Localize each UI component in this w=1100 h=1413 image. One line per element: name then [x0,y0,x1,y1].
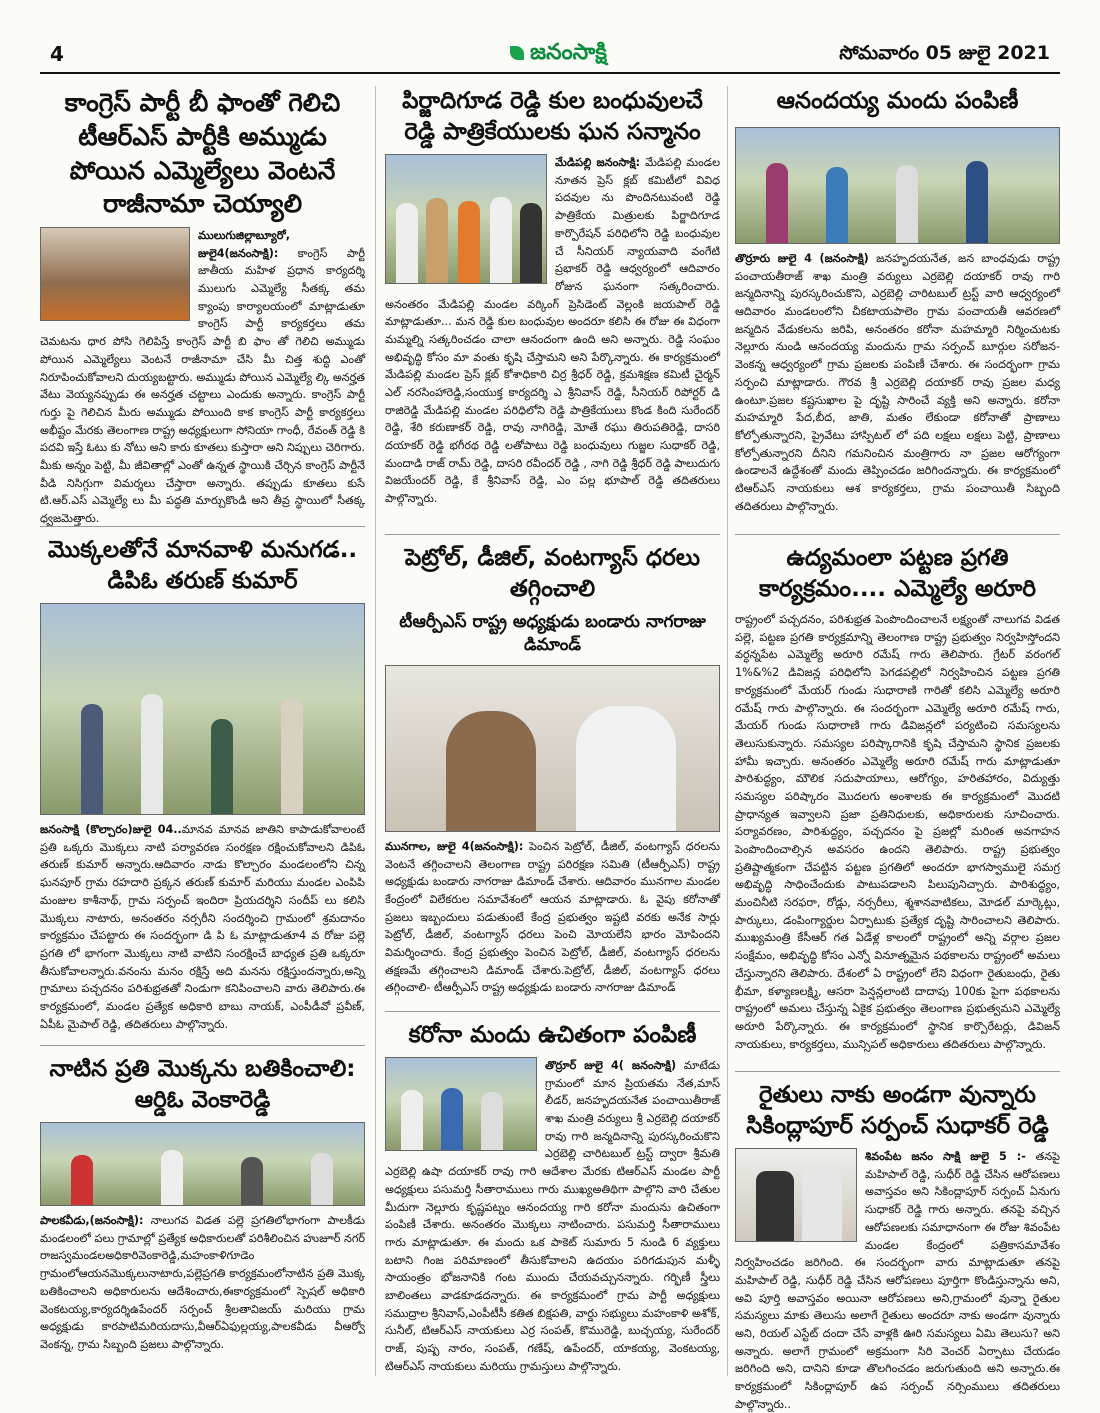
divider [735,534,1060,535]
divider [735,1071,1060,1072]
article-congress-mlas [40,86,365,525]
column-right [735,86,1061,1411]
article-body: తొర్రూర్ జులై 4( జనంసాక్షి) మాటేడు గ్రామంలో మాన ప్రియతమ నేత,మాస్ లీడర్, జనహృదయనేత పంచాయితీరాజ్ శాఖ మంత్రి వర్యులు శ్రీ ఎర్రబెల్లి దయాకర్ రావు గారి జన్మదినాన్ని పురస్కరించుకొని ఎర్రబెల్లి చారిటబుల్ ట్రస్ట్ ద్వారా శ్రీమతి ఎర్రబెల్లి ఉషా దయాకర్ రావు గారి ఆదేశాల మేరకు టిఆర్ఎస్ మండల పార్టీ అధ్యక్షులు పసుమర్తి సీతారాములు గారు ముఖ్యఅతిథిగా పాల్గొని వారి చేతుల మీదుగా నెల్లూరు కృష్ణపట్నం ఆనందయ్య గారి కరోనా మందును ఉచితంగా పంపిణీ చేశారు. అనంతరం మొక్కలు నాటించారు. పసుమర్తి సీతారాములు గారు మాట్లాడుతూ. ఈ మందు ఒక పాకెట్ సుమారు 5 నుండి 6 వ్యక్తులు బటాని గింజ పరిమాణంలో తీసుకోవాలని ఉదయం పరిగడుపున మళ్ళీ సాయంత్రం భోజనానికి గంట ముందు చేయవచ్చునన్నారు. గర్భిణీ స్త్రీలు బాలింతలు వాడకూడదన్నారు. ఈ కార్యక్రమంలో గ్రామ పార్టీ అధ్యక్షులు సముద్రాల శ్రీనివాస్,ఎంపీటీసీ కతిత బిక్షపతి, వార్డు సభ్యులు మహంకాళి అశోక్, సునీల్, టిఆర్ఎస్ నాయకులు ఎర్ర సంపత్, కొమురెడ్డి, బుచ్చయ్య, సురేందర్ రాజ్, పుష్ప నారం, సంపత్, గణేష్, ఉపేందర్, యాకయ్య, వెంకటయ్య, టిఆర్ఎస్ నాయకులు మరియు గ్రామస్తులు పాల్గొన్నారు. [385,1059,720,1373]
article-anandayya [735,86,1060,526]
article-plants-dpo [40,535,365,1037]
paper-name: జనంసాక్షి [530,40,607,65]
column-middle [385,86,720,1376]
headline: ఉద్యమంలా పట్టణ ప్రగతి కార్యక్రమం.... ఎమ్మెల్యే అరూరి [758,545,1037,603]
article-pattana-pragathi [735,543,1060,1063]
leaf-icon [510,46,524,60]
headline: ఆనందయ్య మందు పంపిణీ [776,88,1019,114]
column-left [40,86,365,1376]
article-sarpanch-sudhakar [735,1080,1061,1411]
article-body: జనంసాక్షి (కొల్చారం)జులై 04..మానవ మానవ జాతిని కాపాడుకోవాలంటే ప్రతి ఒక్కరు మొక్కలు నాటి పర్యావరణ సంరక్షణ రక్షించుకోవాలని డిపిఓ తరుణ్ కుమార్ అన్నారు.ఆదివారం నాడు కొల్చారం మండలంలోని చిన్న ఘనపూర్ గ్రామ రహదారి ప్రక్కన తరుణ్ కుమార్ మరియు మండల ఎంపిపి మంజుల కాశీనాథ్, గ్రామ సర్పంచ్ ఇందిరా ప్రియదర్శిని సందీప్ లు కలిసి మొక్కలు నాటారు, అనంతరం నర్సరీని సందర్శించి గ్రామంలో శ్రమదానం కార్యక్రమం చేపట్టారు ఈ సందర్భంగా డి పి ఓ మాట్లాడుతూ4 వ రోజు పల్లె ప్రగతి లో భాగంగా మొక్కలు నాటి వాటిని సంరక్షించే బాధ్యత ప్రతి ఒక్కరూ తీసుకోవాలన్నారు.వనంను మనం రక్షిస్తే అది మనను రక్షిస్తుందన్నారు,అన్ని గ్రామాలు పచ్చదనం పరిశుభ్రతతో నిండుగా కనిపించాలని వారు తెలిపారు.ఈ కార్యక్రమంలో, మండల ప్రత్యేక అధికారి బాబు నాయక్, ఎంపీడీవో ప్రవీణ్, ఏపీఓ మైపాల్ రెడ్డి, తదితరులు పాల్గొన్నారు. [40,823,365,1031]
divider [40,1045,365,1046]
column-divider [727,86,728,1376]
article-body: తొర్రూరు జులై 4 (జనంసాక్షి) జనహృదయనేత, జన బాంధవుడు రాష్ట్ర పంచాయతీరాజ్ శాఖ మంత్రి వర్యులు ఎర్రబెల్లి దయాకర్ రావు గారి జన్మదినాన్ని పురస్కరించుకొని, ఎర్రబెల్లి చారిటబుల్ ట్రస్ట్ వారి ఆధ్వర్యంలో ఆదివారం మండలంలోని చీకటాయపాలెం గ్రామ పంచాయతీ ఆవరణలో జన్మదిన వేడుకలను జరిపి, అనంతరం కరోనా మహమ్మారి నిర్మించుటకు నెల్లూరు నుండి ఆనందయ్య మందును గ్రామ సర్పంచ్ బూర్గుల సరోజన-వెంకన్న ఆధ్వర్యంలో గ్రామ ప్రజలకు పంపిణీ చేశారు. ఈ సందర్భంగా గ్రామ సర్పంచి మాట్లాడారు. గౌరవ శ్రీ ఎర్రబెల్లి దయాకర్ రావు ప్రజల మధ్య ఉంటూ.ప్రజల కష్టసుఖాల పై దృష్టి సారించే వ్యక్తి అని అన్నారు. కరోనా మహమ్మారి పేద,బీద, జాతి, మతం లేకుండా కరోనాతో ప్రాణాలు కోల్పోతున్నారని, ప్రైవేటు హాస్పిటల్ లో పది లక్షలు లక్షలు పెట్టి, ప్రాణాలు కోల్పోతున్నారని దీనిని గమనించిన మంత్రిగారు నా ప్రజల ఆరోగ్యంగా ఉండాలనే ఉద్దేశంతో మందు తెప్పించడం జరిగిందన్నారు. ఈ కార్యక్రమంలో టిఆర్ఎస్ నాయకులు ఆశ కార్యకర్తలు, గ్రామ పంచాయితీ సిబ్బంది తదితరులు పాల్గొన్నారు. [735,252,1060,513]
article-body: మేడిపల్లి జనంసాక్షి: మేడిపల్లి మండల నూతన ప్రెస్ క్లబ్ కమిటీలో వివిధ పదవుల ను పొందినటువంటి రెడ్డి పాత్రికేయ మిత్రులకు పిర్జాదిగూడ కార్పొరేషన్ పరిధిలోని రెడ్డి బంధువుల చే సీనియర్ న్యాయవాది వంగేటి ప్రభాకర్ రెడ్డి ఆధ్వర్యంలో ఆదివారం రోజున ఘనంగా సత్కరించారు. అనంతరం మేడిపల్లి మండల వర్కింగ్ ప్రెసిడెంట్ వెల్లంకి జయపాల్ రెడ్డి మాట్లాడుతూ... మన రెడ్డి కుల బంధువుల అందరూ కలిసి ఈ రోజు ఈ విధంగా మమ్మల్ని సత్కరించడం చాలా ఆనందంగా ఉంది అని అన్నారు. రెడ్డి సంఘం అభివృద్ధి కోసం మా వంతు కృషి చేస్తామని అని పేర్కొన్నారు. ఈ కార్యక్రమంలో మేడిపల్లి మండల ప్రెస్ క్లబ్ కోశాధికారి చిర్ర శ్రీధర్ రెడ్డి, క్రమశిక్షణ కమిటీ చైర్మన్ ఎల్ నరసింహారెడ్డి,సంయుక్త కార్యదర్శి ఎ శ్రీనివాస్ రెడ్డి, సీనియర్ రిపోర్టర్ డి రాజిరెడ్డి మేడిపల్లి మండల పరిధిలోని రెడ్డి పాత్రికేయులు కొండ కింది సురేందర్ రెడ్డి, శేరి కరుణాకర్ రెడ్డి, రావు నాగిరెడ్డి, మోతే రఘు తిరుపతిరెడ్డి, దాసరి దయాకర్ రెడ్డి భగీరథ రెడ్డి లతోపాటు రెడ్డి బంధువులు గుజ్జల సుధాకర్ రెడ్డి, మందాడి రాజ్ రామ్ రెడ్డి, దాసరి రవీందర్ రెడ్డి , నాగి రెడ్డి శ్రీధర్ రెడ్డి పాలుదుగు విజయేందర్ రెడ్డి, కే శ్రీనివాస్ రెడ్డి, ఎం పల్ల భూపాల్ రెడ్డి తదితరులు పాల్గొన్నారు. [385,156,720,506]
portrait-photo [735,1148,857,1242]
article-corona-medicine [385,1020,720,1380]
event-photo [40,1122,365,1206]
headline: మొక్కలతోనే మానవాళి మనుగడ.. డిపిఓ తరుణ్ కుమార్ [47,537,358,595]
article-body: రాష్ట్రంలో పచ్చదనం, పరిశుభ్రత పెంపొందించాలనే లక్ష్యంతో నాలుగవ విడత పల్లె, పట్టణ ప్రగతి కార్యక్రమాన్ని తెలంగాణ రాష్ట్ర ప్రభుత్వం నిర్వహిస్తోందని వర్ధన్నపేట ఎమ్మెల్యే అరూరి రమేష్ గారు తెలిపారు. గ్రేటర్ వరంగల్ 1%&%2 డివిజన్ల పరిధిలోని పెగడపల్లిలో నిర్వహించిన పట్టణ ప్రగతి కార్యక్రమంలో మేయర్ గుండు సుధారాణి గారితో కలిసి ఎమ్మెల్యే అరూరి రమేష్ గారు పాల్గొన్నారు. ఈ సందర్భంగా ఎమ్మెల్యే అరూరి రమేష్ గారు, మేయర్ గుండు సుధారాణి గారు డివిజన్లలో పర్యటించి సమస్యలను తెలుసుకున్నారు. సమస్యల పరిష్కారానికి కృషి చేస్తామని స్థానిక ప్రజలకు హామీ ఇచ్చారు. అనంతరం ఎమ్మెల్యే అరూరి రమేష్ గారు మాట్లాడుతూ పారిశుద్ధ్యం, మౌలిక సదుపాయాలు, ఆరోగ్యం, హరితహారం, విద్యుత్తు సమస్యల పరిష్కారం మొదలగు అంశాలకు ఈ కార్యక్రమంలో మొదటి ప్రాధాన్యత ఇవ్వాలని ప్రజా ప్రతినిధులకు, అధికారులకు సూచించారు. పర్యావరణం, పారిశుద్ధ్యం, పచ్చదనం పై ప్రజల్లో మరింత అవగాహన పెంపొందించాల్సిన అవసరం ఉందని తెలిపారు. రాష్ట్ర ప్రభుత్వం ప్రతిష్టాత్మకంగా చేపట్టిన పట్టణ ప్రగతిలో అందరూ భాగస్వాములై సమగ్ర అభివృద్ధి సాధించేందుకు పాటుపడాలని పిలుపునిచ్చారు. పారిశుద్ధ్యం, మంచినీటి సరఫరా, రోడ్లు, నర్సరీలు, శ్మశానవాటికలు, మోడల్ మార్కెట్లు, పార్కులు, డంపింగ్యార్డుల ఏర్పాటుకు ప్రత్యేక దృష్టి సారించాలని తెలిపారు. ముఖ్యమంత్రి కేసీఆర్ గత ఏడేళ్ల కాలంలో రాష్ట్రంలో అన్ని వర్గాల ప్రజల సంక్షేమం, అభివృద్ధి కోసం ఎన్నో వినూత్నమైన పథకాలను రాష్ట్రంలో అమలు చేస్తున్నారని తెలిపారు. దేశంలో ఏ రాష్ట్రంలో లేని విధంగా రైతుబంధు, రైతు భీమా, కళ్యాణలక్ష్మి, ఆసరా పెన్షన్లలాంటి దాదాపు 100కు పైగా పథకాలను రాష్ట్రంలో అమలు చేస్తున్న ఏకైక ప్రభుత్వం తెలంగాణ ప్రభుత్వమని ఎమ్మెల్యే అరూరి పేర్కొన్నారు. ఈ కార్యక్రమంలో స్థానిక కార్పొరేటర్లు, డివిజన్ నాయకులు, కార్యకర్తలు, మున్సిపల్ అధికారులు తదితరులు పాల్గొన్నారు. [735,613,1060,1051]
masthead [40,40,1060,70]
divider [385,534,720,535]
article-rdo [40,1054,365,1384]
article-body: మునగాల, జులై 4(జనంసాక్షి): పెంచిన పెట్రోల్, డీజిల్, వంటగ్యాస్ ధరలను వెంటనే తగ్గించాలని తెలంగాణ రాష్ట్ర పరిరక్షణ సమితి (టీఆర్పీఎస్) రాష్ట్ర అధ్యక్షుడు బండారు నాగరాజు డిమాండ్ చేశారు. ఆదివారం మునగాల మండల కేంద్రంలో విలేకరుల సమావేశంలో ఆయన మాట్లాడారు. ఓ వైపు కరోనాతో ప్రజలు ఇబ్బందులు పడుతుంటే కేంద్ర ప్రభుత్వం ఇష్టటి వరకు అనేక సార్లు పెట్రోల్, డీజిల్, వంటగ్యాస్ ధరలు పెంచి మోయలేని భారం మోపిందని విమర్శించారు. కేంద్ర ప్రభుత్వం పెంచిన పెట్రోల్, డీజిల్, వంటగ్యాస్ ధరలను తక్షణమే తగ్గించాలని డిమాండ్ చేశారు.పెట్రోల్, డీజిల్, వంటగ్యాస్ ధరలు తగ్గించాలి- టీఆర్పీఎస్ రాష్ట్ర అధ్యక్షుడు బండారు నాగరాజు డిమాండ్ [385,839,720,995]
headline: పిర్జాదిగూడ రెడ్డి కుల బంధువులచే రెడ్డి పాత్రికేయులకు ఘన సన్మానం [402,88,703,146]
headline: నాటిన ప్రతి మొక్కను బతికించాలి: ఆర్డిఓ వెంకారెడ్డి [49,1056,356,1114]
issue-date: సోమవారం 05 జులై 2021 [839,42,1050,64]
event-photo [40,603,365,815]
top-rule [40,72,1060,74]
article-body: పాలకవీడు,(జనంసాక్షి): నాలుగవ విడత పల్లె ప్రగతిలోభాగంగా పాలకీడు మండలంలో పలు గ్రామాల్లో ప్రత్యేక అధికారులతో పరిశీలించిన హుజూర్ నగర్ రాజస్వమండలఅధికారివెంకారెడ్డి,మహంకాళిగూడెం గ్రామంలోఆయనమొక్కలునాటారు,పల్లెప్రగతి కార్యక్రమంలోనాటిన ప్రతి మొక్క బతికించాలని అధికారులను ఆదేశించారు,ఈకార్యక్రమంలో స్పెషల్ అధికారి వెంకటయ్య,కార్యదర్శిఉపేందర్ సర్పంచ్ శ్రీలతావిజయ్ మరియు గ్రామ అధ్యక్షుడు కారపాటిమరియదాసు,వీఆర్ఏఫుల్లయ్య,పాలకవీడు వీఆర్వో వెంకన్న, గ్రామ సిబ్బంది ప్రజలు పాల్గొన్నారు. [40,1214,365,1351]
paper-logo [510,40,607,70]
event-photo [735,127,1060,244]
portrait-photo [385,665,720,832]
article-reddy-felicitation [385,86,720,526]
article-body: శివంపేట జనం సాక్షి జులై 5 :- తనపై మహిపాల్ రెడ్డి, సుధీర్ రెడ్డి చేసిన ఆరోపణలు అవాస్తవం అని సికింద్లాపూర్ సర్పంచ్ ఏనుగు సుధాకర్ రెడ్డి గారు అన్నారు. తనపై వచ్చిన ఆరోపణలకు సమాధానంగా ఈ రోజు శివంపేట మండల కేంద్రంలో పత్రికాసమావేశం నిర్వహించడం జరిగింది. ఈ సందర్భంగా వారు మాట్లాడుతూ తనపై మహిపాల్ రెడ్డి, సుధీర్ రెడ్డి చేసిన ఆరోపణలు పూర్తిగా కొండిస్తున్నాను అని, అవి పూర్తి అవాస్తవం అయినా ఆరోపణలు అని,గ్రామంలో వున్నా రైతుల సమస్యలు మాకు తెలుసు అలాగే రైతులు అందరూ నాకు అండగా వున్నారు అని, రియల్ ఎస్టేట్ దందా చేసే వాళ్లకి ఊరి సమస్యలు ఏమి తెలుసు? అని అన్నారు. అలాగే గ్రామంలో అక్రమంగా సిరి వెంచర్ ఏర్పాటు చేయడం జరిగింది అని, దానిని కూడా తొలగించడం జరుగుతుంది అని అన్నారు.ఈ కార్యక్రమంలో సికింద్లాపూర్ ఉప సర్పంచ్ నర్సింములు తదితరులు పాల్గొన్నారు.. [735,1150,1061,1411]
group-photo [385,154,547,284]
headline: కాంగ్రెస్ పార్టీ బీ ఫాంతో గెలిచి టీఆర్ఎస్ పార్టీకి అమ్ముడు పోయిన ఎమ్మెల్యేలు వెంటనే రాజీనామా చెయ్యాలి [64,88,341,219]
column-divider [375,86,376,1376]
headline: రైతులు నాకు అండగా వున్నారు సికింద్లాపూర్ సర్పంచ్ సుధాకర్ రెడ్డి [746,1082,1049,1140]
event-photo [385,1057,537,1151]
headline: కరోనా మందు ఉచితంగా పంపిణీ [408,1022,697,1048]
article-body: ములుగుజిల్లాబ్యూరో, జులై4(జనంసాక్షి): కాంగ్రెస్ పార్టీ జాతీయ మహిళ ప్రధాన కార్యదర్శి ములుగు ఎమ్మెల్యే సీతక్క తమ క్యాంపు కార్యాలయంలో మాట్లాడుతూ కాంగ్రెస్ పార్టీ కార్యకర్తలు తమ చెమటను ధార పోసి గెలిపిస్తే కాంగ్రెస్ పార్టీ బి ఫాం తో గెలిచి అమ్ముడు పోయిన ఎమ్మెల్యేలు వెంటనే రాజీనామా చేసి మీ చిత్త శుద్ధి ఎంతో నిరూపించుకోవాలని దుయ్యబట్టారు. అమ్ముడు పోయిన ఎమ్మెల్యే ల్కి అనర్హత వేటు వెయ్యనప్పుడు ఈ అనర్హత చట్టాలు ఎందుకు అన్నారు. కాంగ్రెస్ పార్టీ గుర్తు పై గెలిచిన మీరు అమ్ముడు పోయింది కాక కాంగ్రెస్ పార్టీ కార్యకర్తలు అభీష్టం మేరకు తెలంగాణ రాష్ట్ర అధ్యక్షులుగా సోనియా గాంధీ, రేవంత్ రెడ్డి కి పదవి ఇస్తే ఓటు కు నోటు అని కారు కూతలు కుస్తారా అని నిప్పులు చెరిగారు. మీకు అన్నం పెట్టి, మీ జీవితాల్లో ఎంతో ఉన్నత స్థాయికి చేర్చిన కాంగ్రెస్ పార్టీనే వీడి నిసిగ్గుగా విమర్శలు చేస్తారా అన్నారు. తప్పుడు కూతలు కుసే టి.ఆర్.ఎస్ ఎమ్మెల్యే లు మీ పద్ధతి మార్చుకొండి అని తీవ్ర స్థాయిలో సీతక్క ధ్వజమెత్తారు. [40,229,365,525]
divider [385,1011,720,1012]
headline: పెట్రోల్, డీజిల్, వంటగ్యాస్ ధరలు తగ్గించాలి [404,545,701,603]
subheadline: టీఆర్పీఎస్ రాష్ట్ర అధ్యక్షుడు బండారు నాగరాజు డిమాండ్ [399,612,706,656]
page-number: 4 [50,42,64,66]
article-fuel-prices [385,543,720,1003]
portrait-photo [40,227,190,321]
